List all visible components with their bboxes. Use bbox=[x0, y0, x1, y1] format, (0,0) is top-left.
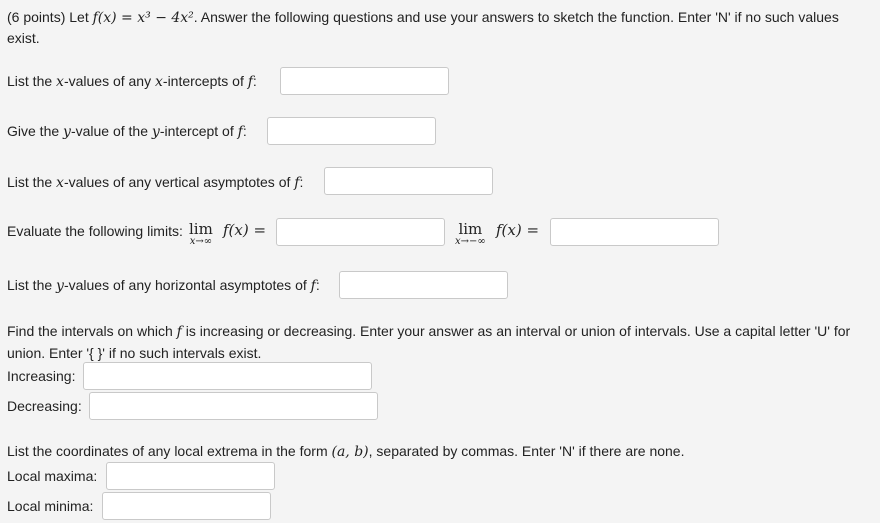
question-text: , separated by commas. Enter 'N' if there are none. bbox=[368, 443, 685, 459]
question-text: -values of any bbox=[63, 73, 155, 89]
y-intercept-input[interactable] bbox=[267, 117, 436, 145]
question-limits: Evaluate the following limits: bbox=[7, 223, 183, 239]
points-label: (6 points) bbox=[7, 9, 66, 25]
lim-subscript: x→∞ bbox=[189, 236, 213, 247]
var-x: x bbox=[56, 175, 64, 191]
ordered-pair-form: (a, b) bbox=[331, 444, 369, 460]
var-x: x bbox=[56, 74, 64, 90]
question-text: -intercept of bbox=[159, 123, 238, 139]
question-text: List the coordinates of any local extrema in the form bbox=[7, 443, 332, 459]
var-f: f bbox=[294, 175, 300, 191]
question-vertical-asymptotes bbox=[7, 174, 303, 191]
question-extrema bbox=[7, 443, 684, 460]
lim-subscript: x→−∞ bbox=[455, 236, 486, 247]
local-maxima-input[interactable] bbox=[106, 462, 275, 490]
colon: : bbox=[299, 174, 304, 190]
question-text: -values of any vertical asymptotes of bbox=[63, 174, 295, 190]
question-text: is increasing or decreasing. Enter your answer as an interval or union of intervals. Use a capital letter 'U' for union. Enter '{ }' if no such intervals exist. bbox=[7, 323, 851, 361]
question-text: Give the bbox=[7, 123, 64, 139]
decreasing-label: Decreasing: bbox=[7, 398, 82, 414]
limit-neg-infinity-input[interactable] bbox=[550, 218, 719, 246]
horizontal-asymptotes-input[interactable] bbox=[339, 271, 508, 299]
vertical-asymptotes-input[interactable] bbox=[324, 167, 493, 195]
intro-let: Let bbox=[65, 9, 93, 25]
var-x: x bbox=[155, 74, 163, 90]
question-intervals bbox=[7, 321, 869, 364]
question-y-intercept bbox=[7, 123, 247, 140]
question-text: -intercepts of bbox=[162, 73, 248, 89]
var-f: f bbox=[237, 124, 243, 140]
colon: : bbox=[242, 123, 247, 139]
question-x-intercepts bbox=[7, 73, 257, 90]
limit-pos-infinity bbox=[189, 220, 213, 247]
question-text: Find the intervals on which bbox=[7, 323, 177, 339]
question-text: List the bbox=[7, 277, 57, 293]
colon: : bbox=[315, 277, 320, 293]
limit-neg-infinity bbox=[455, 220, 486, 247]
colon: : bbox=[252, 73, 257, 89]
function-definition: f(x) = x³ − 4x² bbox=[92, 10, 194, 26]
question-text: -values of any horizontal asymptotes of bbox=[63, 277, 311, 293]
instructions: . Answer the following questions and use your answers to sketch the function. Enter 'N' if no such values bbox=[193, 9, 839, 25]
var-f: f bbox=[176, 324, 182, 340]
local-minima-input[interactable] bbox=[102, 492, 271, 520]
lim-symbol: lim bbox=[189, 220, 213, 238]
local-maxima-label: Local maxima: bbox=[7, 468, 98, 484]
decreasing-input[interactable] bbox=[89, 392, 378, 420]
limit-fx: f(x) = bbox=[223, 221, 267, 239]
question-horizontal-asymptotes bbox=[7, 277, 320, 294]
question-text: -value of the bbox=[70, 123, 152, 139]
limit-pos-infinity-input[interactable] bbox=[276, 218, 445, 246]
x-intercepts-input[interactable] bbox=[280, 67, 449, 95]
lim-symbol: lim bbox=[458, 220, 483, 238]
var-f: f bbox=[310, 278, 316, 294]
increasing-label: Increasing: bbox=[7, 368, 76, 384]
var-y: y bbox=[56, 278, 64, 294]
local-minima-label: Local minima: bbox=[7, 498, 94, 514]
increasing-input[interactable] bbox=[83, 362, 372, 390]
var-y: y bbox=[63, 124, 71, 140]
problem-statement-cont: exist. bbox=[7, 30, 40, 46]
limit-fx: f(x) = bbox=[496, 221, 540, 239]
var-y: y bbox=[151, 124, 160, 140]
question-text: List the bbox=[7, 174, 57, 190]
problem-statement bbox=[7, 9, 839, 26]
var-f: f bbox=[247, 74, 253, 90]
question-text: List the bbox=[7, 73, 57, 89]
